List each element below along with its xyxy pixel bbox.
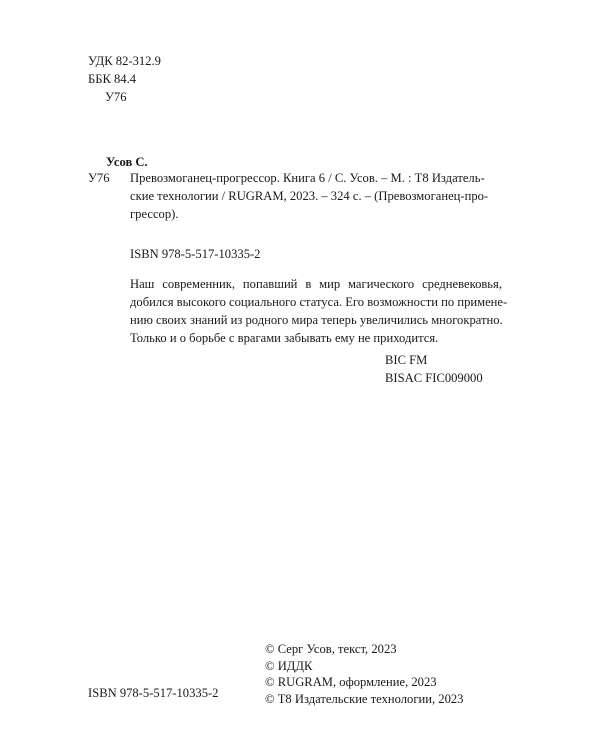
- abstract-paragraph: [130, 275, 508, 347]
- abstract-line: нию своих знаний из родного мира теперь увеличились многократно.: [130, 313, 503, 327]
- author-name: Усов С.: [106, 155, 148, 169]
- abstract-line: добился высокого социального статуса. Его возможности по примене-: [130, 295, 508, 309]
- udk-code: УДК 82-312.9: [88, 54, 161, 68]
- bbk-code: ББК 84.4: [88, 72, 137, 86]
- biblio-line: Превозмоганец-прогрессор. Книга 6 / С. Усов. – М. : Т8 Издатель-: [130, 171, 485, 185]
- copyright-block: [265, 641, 463, 707]
- classification-codes-block: [88, 52, 161, 106]
- copyright-line: © Серг Усов, текст, 2023: [265, 642, 397, 656]
- biblio-line: ские технологии / RUGRAM, 2023. – 324 с. – (Превозмоганец-про-: [130, 189, 489, 203]
- copyright-line: © ИДДК: [265, 658, 313, 673]
- author-sign-left: У76: [88, 171, 110, 185]
- author-sign-code: У76: [105, 90, 127, 104]
- isbn-record: ISBN 978-5-517-10335-2: [130, 247, 261, 261]
- subject-codes-block: [385, 351, 483, 387]
- isbn-bottom: ISBN 978-5-517-10335-2: [88, 686, 219, 700]
- abstract-line: Наш современник, попавший в мир магического средневековья,: [130, 277, 502, 291]
- bibliographic-description: [130, 169, 502, 223]
- copyright-line: © Т8 Издательские технологии, 2023: [265, 691, 464, 706]
- bic-code: BIC FM: [385, 353, 428, 367]
- abstract-line: Только и о борьбе с врагами забывать ему не приходится.: [130, 331, 439, 345]
- copyright-line: © RUGRAM, оформление, 2023: [265, 675, 437, 689]
- biblio-line: грессор).: [130, 207, 179, 221]
- bisac-code: BISAC FIC009000: [385, 371, 483, 385]
